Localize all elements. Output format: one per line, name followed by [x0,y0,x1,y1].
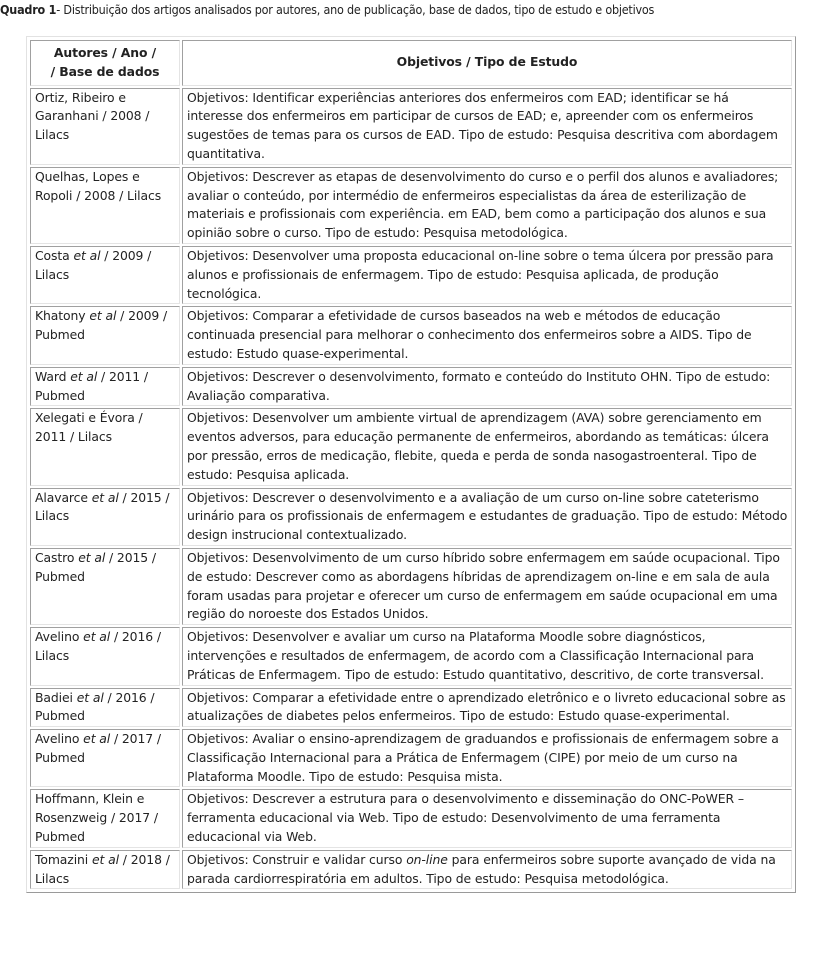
objective-cell: Objetivos: Comparar a efetividade entre o aprendizado eletrônico e o livreto educacional sobre as atualizações de diabetes pelos enfermeiros. Tipo de estudo: Estudo quase-experimental. [182,688,792,728]
objective-italic-term: on-line [406,851,448,867]
author-cell [30,548,180,625]
objective-cell: Objetivos: Desenvolver e avaliar um curso na Plataforma Moodle sobre diagnósticos, intervenções e resultados de enfermagem, de acordo com a Classificação Internacional para Práticas de Enfermagem. Tipo de estudo: Estudo quantitativo, descritivo, de corte transversal. [182,627,792,685]
table-row [30,246,792,304]
table-row [30,688,792,728]
objective-cell: Objetivos: Desenvolvimento de um curso híbrido sobre enfermagem em saúde ocupacional. Tipo de estudo: Descrever como as abordagens híbridas de aprendizagem on-line e em sala de aula foram usadas para projetar e oferecer um curso de enfermagem em saúde ocupacional em uma região do noroeste dos Estados Unidos. [182,548,792,625]
author-year-db: / 2015 / Pubmed [35,549,156,584]
table-row [30,789,792,847]
table-row [30,488,792,546]
objective-cell: Objetivos: Descrever a estrutura para o desenvolvimento e disseminação do ONC-PoWER – ferramenta educacional via Web. Tipo de estudo: Desenvolvimento de uma ferramenta educacional via Web. [182,789,792,847]
author-cell [30,88,180,165]
author-name: Badiei [35,689,77,705]
author-cell [30,729,180,787]
table-row [30,367,792,407]
table-row [30,88,792,165]
objective-cell: Objetivos: Identificar experiências anteriores dos enfermeiros com EAD; identificar se há interesse dos enfermeiros em participar de cursos de EAD; e, apreender com os enfermeiros sugestões de temas para os cursos de EAD. Tipo de estudo: Pesquisa descritiva com abordagem quantitativa. [182,88,792,165]
author-year-db: / 2015 / Lilacs [35,489,170,524]
author-cell [30,306,180,364]
author-year-db: / 2017 / Pubmed [35,731,161,765]
author-etal: et al [73,247,101,263]
author-cell [30,488,180,546]
articles-table-frame [26,36,796,893]
header-objectives-study-type: Objetivos / Tipo de Estudo [182,40,792,86]
objective-cell: Objetivos: Avaliar o ensino-aprendizagem de graduandos e profissionais de enfermagem sobre a Classificação Internacional para a Prática de Enfermagem (CIPE) por meio de um curso na Plataforma Moodle. Tipo de estudo: Pesquisa mista. [182,729,792,787]
author-name: Hoffmann, Klein e Rosenzweig [35,791,145,826]
author-cell [30,688,180,728]
author-year-db: / 2018 / Lilacs [35,851,170,886]
caption-text: - Distribuição dos artigos analisados por autores, ano de publicação, base de dados, tipo de estudo e objetivos [56,2,655,17]
author-year-db: / 2017 / Pubmed [35,810,158,845]
table-row [30,850,792,890]
author-year-db: / 2016 / Lilacs [35,629,161,663]
author-year-db: / 2009 / Pubmed [35,308,168,343]
author-year-db: / 2011 / Pubmed [35,368,149,403]
table-row [30,729,792,787]
author-name: Castro [35,549,79,565]
author-name: Avelino [35,629,84,645]
author-etal: et al [76,689,104,705]
author-name: Quelhas, Lopes e Ropoli [35,168,140,203]
table-row [30,408,792,485]
author-year-db: / 2008 / Lilacs [72,187,162,203]
table-row [30,167,792,244]
author-name: Tomazini [35,851,92,867]
author-cell [30,367,180,407]
author-etal: et al [89,308,117,324]
author-etal: et al [91,489,119,505]
objective-cell: Objetivos: Desenvolver uma proposta educacional on-line sobre o tema úlcera por pressão para alunos e profissionais de enfermagem. Tipo de estudo: Pesquisa aplicada, de produção tecnológica. [182,246,792,304]
table-row [30,548,792,625]
author-etal: et al [83,731,111,747]
author-name: Khatony [35,308,90,324]
author-etal: et al [78,549,106,565]
objective-cell [182,850,792,890]
caption-label: Quadro 1 [0,2,57,17]
objective-text: para enfermeiros sobre suporte avançado de vida na parada cardiorrespiratória em adultos. Tipo de estudo: Pesquisa metodológica. [187,851,776,886]
author-name: Ortiz, Ribeiro e Garanhani [35,89,126,124]
header-line-2: / Base de dados [50,63,160,79]
author-cell [30,850,180,890]
objective-cell: Objetivos: Descrever o desenvolvimento, formato e conteúdo do Instituto OHN. Tipo de estudo: Avaliação comparativa. [182,367,792,407]
header-authors-year-database [30,40,180,86]
author-name: Xelegati e Évora [35,410,135,426]
table-header-row [30,40,792,86]
author-etal: et al [83,629,111,645]
table-row [30,306,792,364]
author-year-db: / 2009 / Lilacs [35,247,152,282]
author-etal: et al [92,851,119,867]
author-etal: et al [70,368,98,384]
header-line-1: Autores / Ano / [53,45,157,60]
objective-cell: Objetivos: Descrever o desenvolvimento e a avaliação de um curso on-line sobre cateterismo urinário para os profissionais de enfermagem e estudantes de graduação. Tipo de estudo: Método design instrucional contextualizado. [182,488,792,546]
author-name: Avelino [35,731,84,747]
author-cell [30,246,180,304]
objective-cell: Objetivos: Desenvolver um ambiente virtual de aprendizagem (AVA) sobre gerenciamento em eventos adversos, para educação permanente de enfermeiros, abordando as temáticas: úlcera por pressão, erros de medicação, flebite, queda e perda de sonda nasogastroenteral. Tipo de estudo: Pesquisa aplicada. [182,408,792,485]
table-caption [0,2,729,18]
author-cell [30,408,180,485]
author-cell [30,167,180,244]
table-row [30,627,792,685]
objective-cell: Objetivos: Descrever as etapas de desenvolvimento do curso e o perfil dos alunos e avaliadores; avaliar o conteúdo, por intermédio de enfermeiros especialistas da área de esterilização de materiais e profissionais com experiência. em EAD, bem como a participação dos alunos e sua opinião sobre o curso. Tipo de estudo: Pesquisa metodológica. [182,167,792,244]
author-year-db: / 2011 / Lilacs [35,410,143,445]
author-name: Ward [35,368,71,384]
author-cell [30,789,180,847]
author-name: Alavarce [35,489,92,505]
author-name: Costa [35,247,74,263]
objective-cell: Objetivos: Comparar a efetividade de cursos baseados na web e métodos de educação continuada presencial para melhorar o conhecimento dos enfermeiros sobre a AIDS. Tipo de estudo: Estudo quase-experimental. [182,306,792,364]
author-year-db: / 2016 / Pubmed [35,689,155,724]
objective-text: Objetivos: Construir e validar curso [187,851,407,867]
articles-table [28,38,794,891]
author-year-db: / 2008 / Lilacs [35,108,150,143]
author-cell [30,627,180,685]
